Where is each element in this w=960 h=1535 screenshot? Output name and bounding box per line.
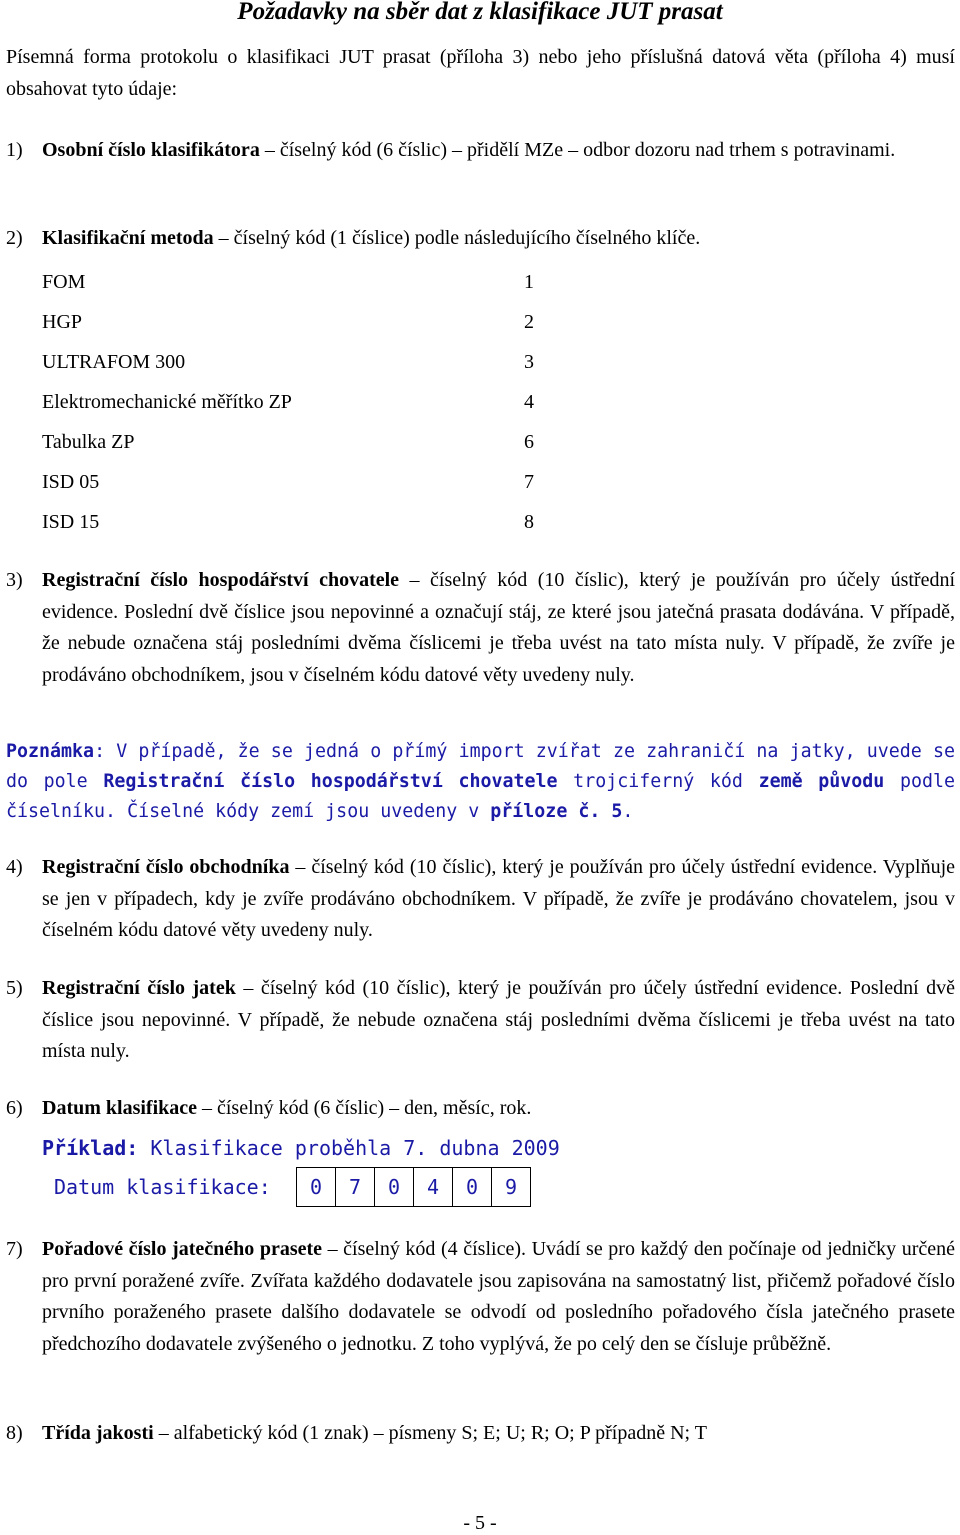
method-code: 8 [524, 511, 534, 533]
method-name: ISD 05 [42, 471, 100, 493]
item-text: – číselný kód (10 číslic), který je používán pro účely ústřední evidence. Poslední dvě číslice jsou nepovinné. V případě, že nebude označena stáj posledními dvěma číslicemi je třeba uvést na tato místa nuly. [42, 977, 955, 1062]
method-name: Elektromechanické měřítko ZP [42, 391, 292, 413]
item-3 [6, 565, 955, 691]
item-heading: Registrační číslo obchodníka [42, 856, 290, 878]
item-number: 8) [6, 1422, 23, 1444]
method-name: FOM [42, 271, 86, 293]
date-digit: 9 [491, 1167, 531, 1207]
date-digit: 0 [296, 1167, 336, 1207]
date-digit: 0 [374, 1167, 414, 1207]
method-name: Tabulka ZP [42, 431, 135, 453]
item-heading: Klasifikační metoda [42, 227, 214, 249]
item-heading: Datum klasifikace [42, 1097, 197, 1119]
item-number: 7) [6, 1238, 23, 1260]
method-name: ULTRAFOM 300 [42, 351, 186, 373]
method-name: ISD 15 [42, 511, 100, 533]
item-heading: Osobní číslo klasifikátora [42, 139, 260, 161]
item-6 [6, 1093, 955, 1125]
item-heading: Registrační číslo hospodářství chovatele [42, 569, 400, 591]
method-code: 1 [524, 271, 534, 293]
date-digit: 4 [413, 1167, 453, 1207]
page-number: - 5 - [463, 1512, 497, 1534]
note-label: Poznámka [6, 741, 95, 762]
item-7 [6, 1234, 955, 1360]
method-code: 7 [524, 471, 534, 493]
item-heading: Registrační číslo jatek [42, 977, 236, 999]
item-number: 1) [6, 139, 23, 161]
example-text: Klasifikace proběhla 7. dubna 2009 [138, 1136, 560, 1160]
item-text: – číselný kód (6 číslic) – den, měsíc, rok. [197, 1097, 532, 1119]
note-paragraph: Poznámka: V případě, že se jedná o přímý import zvířat ze zahraničí na jatky, uvede se do pole Registrační číslo hospodářství chovatele trojciferný kód země původu podle číselníku. Číselné kódy zemí jsou uvedeny v příloze č. 5. [6, 741, 955, 822]
item-text: – alfabetický kód (1 znak) – písmeny S; E; U; R; O; P případně N; T [153, 1422, 707, 1444]
item-number: 3) [6, 569, 23, 591]
item-text: – číselný kód (1 číslice) podle následujícího číselného klíče. [213, 227, 701, 249]
item-number: 6) [6, 1097, 23, 1119]
item-5 [6, 973, 955, 1068]
item-2 [6, 223, 955, 255]
method-code: 6 [524, 431, 534, 453]
item-text: – číselný kód (10 číslic), který je používán pro účely ústřední evidence. Poslední dvě číslice jsou nepovinné a označují stáj, ze které jsou jatečná prasata dodávána. V případě, že nebude označena stáj posledními dvěma číslicemi je třeba uvést na tato místa nuly. V případě, že zvíře je prodáváno obchodníkem, jsou v číselném kódu datové věty uvedeny nuly. [42, 569, 956, 686]
method-code: 2 [524, 311, 534, 333]
item-1 [6, 135, 955, 167]
item-number: 2) [6, 227, 23, 249]
item-text: – číselný kód (10 číslic), který je používán pro účely ústřední evidence. Vyplňuje se jen v případech, kdy je zvíře prodáváno obchodníkem. V případě, že zvíře je prodáváno chovatelem, jsou v číselném kódu datové věty uvedeny nuly. [42, 856, 956, 941]
item-number: 4) [6, 856, 23, 878]
method-code: 3 [524, 351, 534, 373]
date-digit-boxes [297, 1167, 531, 1207]
intro-paragraph: Písemná forma protokolu o klasifikaci JUT prasat (příloha 3) nebo jeho příslušná datová věta (příloha 4) musí obsahovat tyto údaje: [6, 46, 955, 100]
item-heading: Pořadové číslo jatečného prasete [42, 1238, 323, 1260]
date-label: Datum klasifikace: [54, 1175, 271, 1199]
date-digit: 0 [452, 1167, 492, 1207]
date-digit: 7 [335, 1167, 375, 1207]
item-8 [6, 1418, 955, 1450]
item-heading: Třída jakosti [42, 1422, 154, 1444]
page-title: Požadavky na sběr dat z klasifikace JUT prasat [237, 0, 723, 25]
item-4 [6, 852, 955, 947]
item-text: – číselný kód (6 číslic) – přidělí MZe – odbor dozoru nad trhem s potravinami. [259, 139, 896, 161]
method-code: 4 [524, 391, 534, 413]
item-number: 5) [6, 977, 23, 999]
item-text: – číselný kód (4 číslice). Uvádí se pro každý den počínaje od jedničky určené pro první poražené zvíře. Zvířata každého dodavatele jsou zapisována na samostatný list, přičemž pořadové číslo prvního poraženého prasete dalšího dodavatele se odvodí od posledního pořadového čísla jatečného prasete předchozího dodavatele zvýšeného o jednotku. Z toho vyplývá, že po celý den se čísluje průběžně. [42, 1238, 955, 1355]
example-line [42, 1136, 560, 1160]
example-label: Příklad: [42, 1136, 139, 1160]
method-name: HGP [42, 311, 83, 333]
